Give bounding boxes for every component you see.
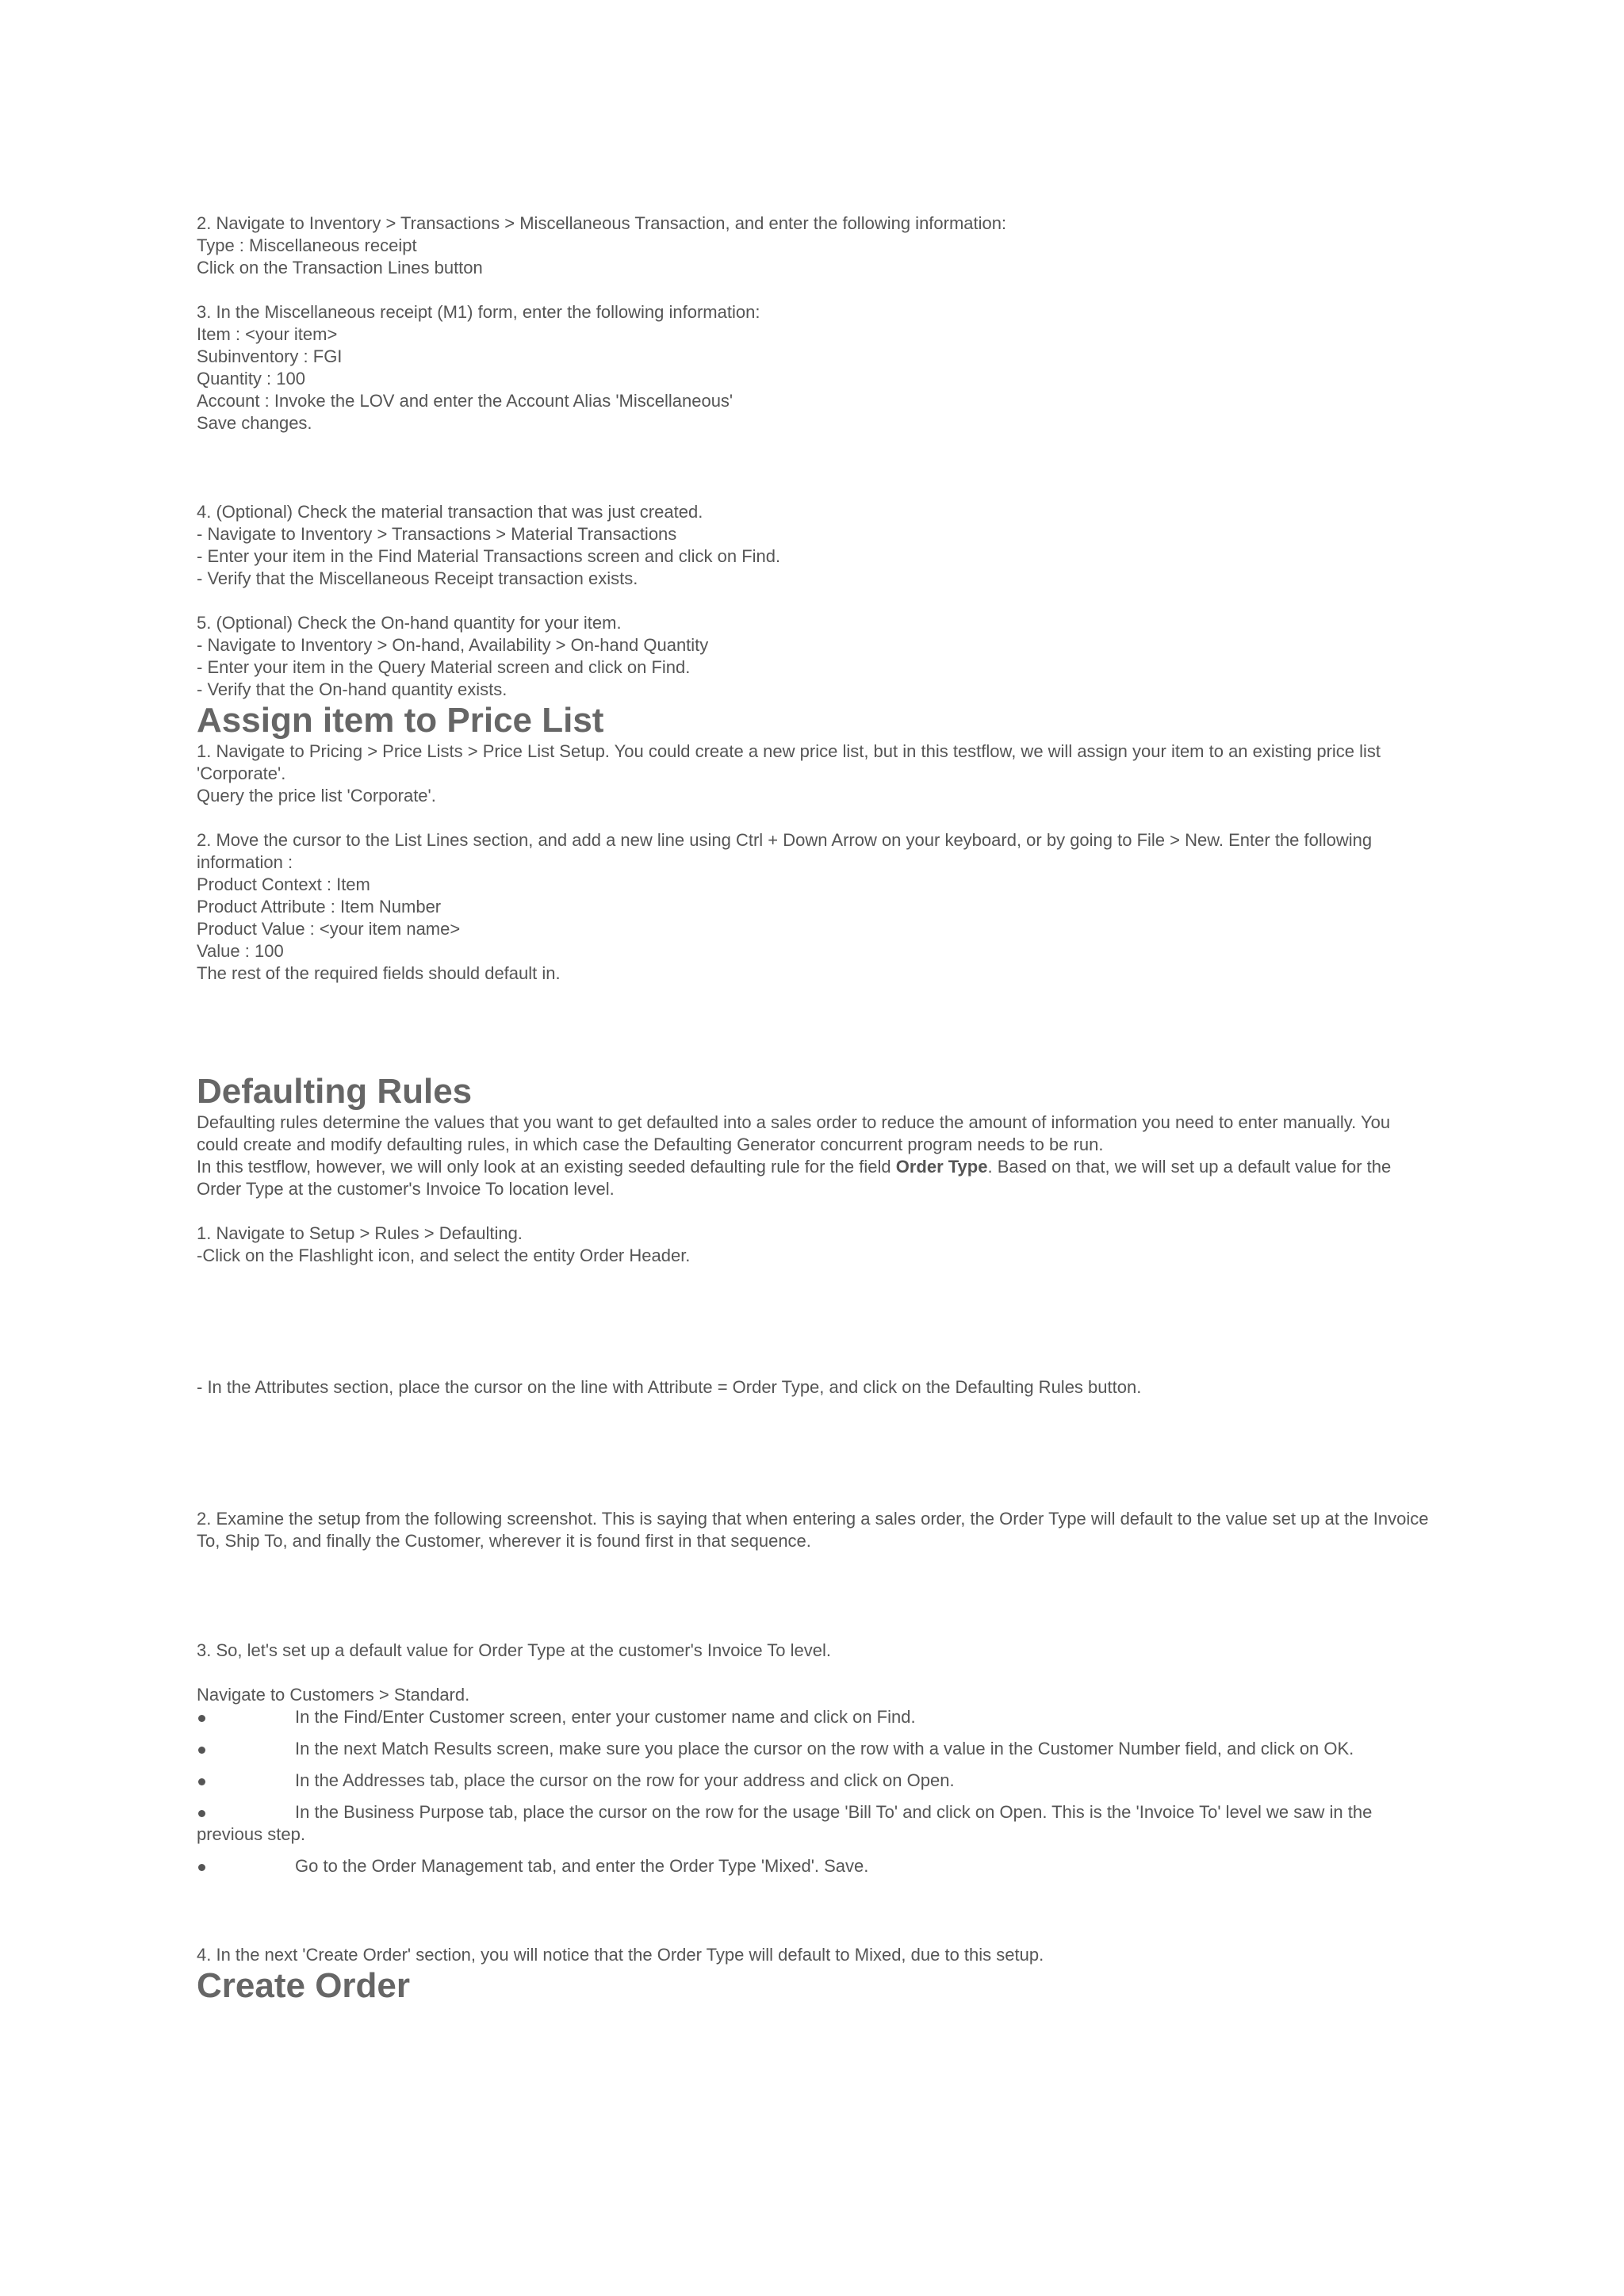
- misc-item: Item : <your item>: [197, 324, 338, 344]
- heading-defaulting-rules: Defaulting Rules: [197, 1072, 473, 1111]
- bullet-text: In the Find/Enter Customer screen, enter your customer name and click on Find.: [295, 1707, 916, 1727]
- misc-step4a: - Navigate to Inventory > Transactions > Material Transactions: [197, 524, 677, 544]
- bullet-text: In the Business Purpose tab, place the cursor on the row for the usage 'Bill To' and click on Open. This is the 'Invoice To' level we saw in the previous step.: [197, 1802, 1373, 1844]
- def-s1: 1. Navigate to Setup > Rules > Defaulting.: [197, 1223, 523, 1243]
- bullet-text: In the next Match Results screen, make sure you place the cursor on the row with a value in the Customer Number field, and click on OK.: [295, 1739, 1354, 1758]
- def-s4: 4. In the next 'Create Order' section, you will notice that the Order Type will default to Mixed, due to this setup.: [197, 1945, 1044, 1965]
- list-item: [197, 1770, 1434, 1792]
- misc-subinv: Subinventory : FGI: [197, 346, 343, 366]
- def-s1b: -Click on the Flashlight icon, and select the entity Order Header.: [197, 1246, 691, 1265]
- bullet-text: In the Addresses tab, place the cursor on the row for your address and click on Open.: [295, 1770, 955, 1790]
- def-p2: [197, 1156, 1434, 1200]
- bullet-icon: [197, 1770, 295, 1792]
- misc-step5c: - Verify that the On-hand quantity exists.: [197, 679, 508, 699]
- misc-type: Type : Miscellaneous receipt: [197, 235, 417, 255]
- price-value: Value : 100: [197, 941, 284, 961]
- misc-step5: 5. (Optional) Check the On-hand quantity for your item.: [197, 613, 622, 633]
- price-ctx: Product Context : Item: [197, 874, 370, 894]
- def-p2-bold: Order Type: [895, 1157, 988, 1177]
- bullet-text: Go to the Order Management tab, and enter the Order Type 'Mixed'. Save.: [295, 1856, 869, 1876]
- def-p2-text: In this testflow, however, we will only look at an existing seeded defaulting rule for the field: [197, 1157, 896, 1177]
- list-item: [197, 1706, 1434, 1728]
- list-item: [197, 1855, 1434, 1877]
- def-p2-text-end: . Based on that, we will set up a default value for the Order Type at the customer's Invoice To location level.: [197, 1157, 1392, 1199]
- document-page: [197, 212, 1434, 2006]
- def-s3: 3. So, let's set up a default value for Order Type at the customer's Invoice To level.: [197, 1640, 832, 1660]
- price-val: Product Value : <your item name>: [197, 919, 461, 939]
- def-s1c: - In the Attributes section, place the cursor on the line with Attribute = Order Type, and click on the Defaulting Rules button.: [197, 1377, 1142, 1397]
- misc-qty: Quantity : 100: [197, 369, 305, 388]
- misc-account: Account : Invoke the LOV and enter the Account Alias 'Miscellaneous': [197, 391, 733, 411]
- bullet-icon: [197, 1855, 295, 1877]
- misc-save: Save changes.: [197, 413, 312, 433]
- def-nav: Navigate to Customers > Standard.: [197, 1685, 470, 1705]
- def-bullet-list: [197, 1706, 1434, 1877]
- heading-assign-price-list: Assign item to Price List: [197, 701, 604, 740]
- price-attr: Product Attribute : Item Number: [197, 897, 442, 916]
- price-p2: 2. Move the cursor to the List Lines section, and add a new line using Ctrl + Down Arrow on your keyboard, or by going to File > New. Enter the following information :: [197, 830, 1373, 872]
- list-item: [197, 1738, 1434, 1760]
- list-item: [197, 1801, 1434, 1846]
- bullet-icon: [197, 1801, 295, 1823]
- price-p1b: Query the price list 'Corporate'.: [197, 786, 436, 806]
- def-p1: Defaulting rules determine the values that you want to get defaulted into a sales order to reduce the amount of information you need to enter manually. You could create and modify defaulting rules, in which case the Defaulting Generator concurrent program needs to be run.: [197, 1112, 1391, 1154]
- misc-step5a: - Navigate to Inventory > On-hand, Availability > On-hand Quantity: [197, 635, 709, 655]
- def-s2: 2. Examine the setup from the following screenshot. This is saying that when entering a sales order, the Order Type will default to the value set up at the Invoice To, Ship To, and finally the Customer, wherever it is found first in that sequence.: [197, 1509, 1429, 1551]
- price-p1: 1. Navigate to Pricing > Price Lists > Price List Setup. You could create a new price list, but in this testflow, we will assign your item to an existing price list 'Corporate'.: [197, 741, 1381, 783]
- misc-step4b: - Enter your item in the Find Material Transactions screen and click on Find.: [197, 546, 781, 566]
- misc-step5b: - Enter your item in the Query Material screen and click on Find.: [197, 657, 691, 677]
- heading-create-order: Create Order: [197, 1966, 411, 2005]
- misc-step2: 2. Navigate to Inventory > Transactions > Miscellaneous Transaction, and enter the following information:: [197, 213, 1007, 233]
- bullet-icon: [197, 1738, 295, 1760]
- misc-step4: 4. (Optional) Check the material transaction that was just created.: [197, 502, 703, 522]
- misc-step4c: - Verify that the Miscellaneous Receipt transaction exists.: [197, 568, 638, 588]
- price-rest: The rest of the required fields should default in.: [197, 963, 561, 983]
- misc-click: Click on the Transaction Lines button: [197, 258, 483, 277]
- misc-step3: 3. In the Miscellaneous receipt (M1) form, enter the following information:: [197, 302, 760, 322]
- bullet-icon: [197, 1706, 295, 1728]
